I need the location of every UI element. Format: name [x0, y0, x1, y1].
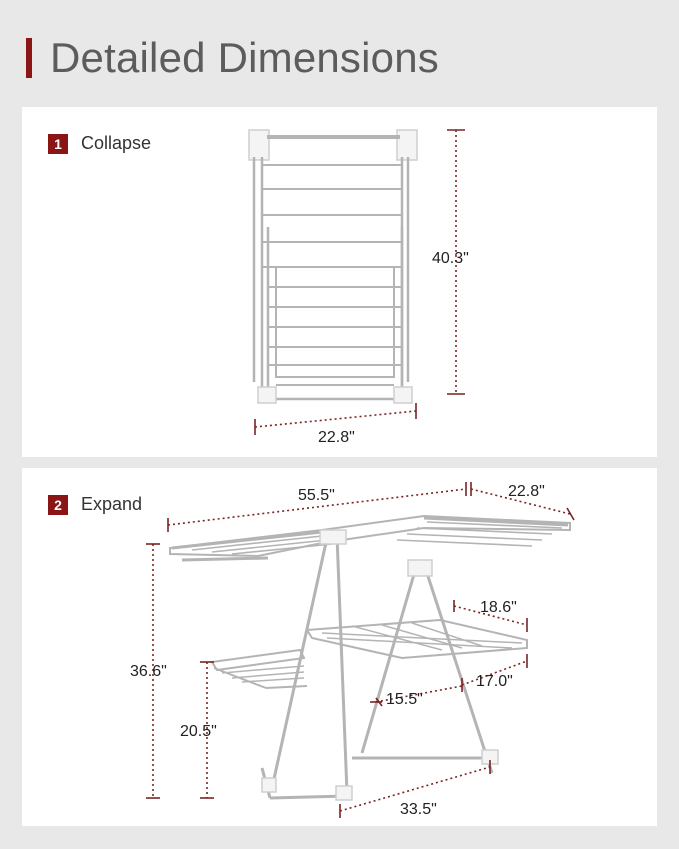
expand-wing-length-label: 18.6" [480, 599, 517, 616]
step-label: Expand [81, 494, 143, 514]
expanded-rack-figure [22, 468, 657, 826]
expand-depth-label: 22.8" [508, 483, 545, 500]
expand-total-length-label: 55.5" [298, 487, 335, 504]
expand-panel [22, 468, 657, 826]
collapsed-rack-illustration [249, 130, 417, 403]
page-title: Detailed Dimensions [50, 34, 439, 81]
expand-height-label: 36.6" [130, 663, 167, 680]
expand-base-width-label: 33.5" [400, 801, 437, 818]
step-label: Collapse [81, 133, 152, 153]
step-number-badge: 2 [48, 495, 68, 515]
collapse-height-label: 40.3" [432, 250, 469, 267]
title-accent-bar [26, 38, 32, 78]
expand-inner-depth-label: 15.5" [386, 691, 423, 708]
page-header [26, 30, 439, 86]
collapse-panel [22, 107, 657, 457]
expanded-rack-illustration [170, 516, 570, 800]
expand-lower-wing-length-label: 17.0" [476, 673, 513, 690]
step-number-badge: 1 [48, 134, 68, 154]
expand-lower-height-label: 20.5" [180, 723, 217, 740]
collapse-width-label: 22.8" [318, 429, 355, 446]
collapsed-rack-figure [22, 107, 657, 457]
